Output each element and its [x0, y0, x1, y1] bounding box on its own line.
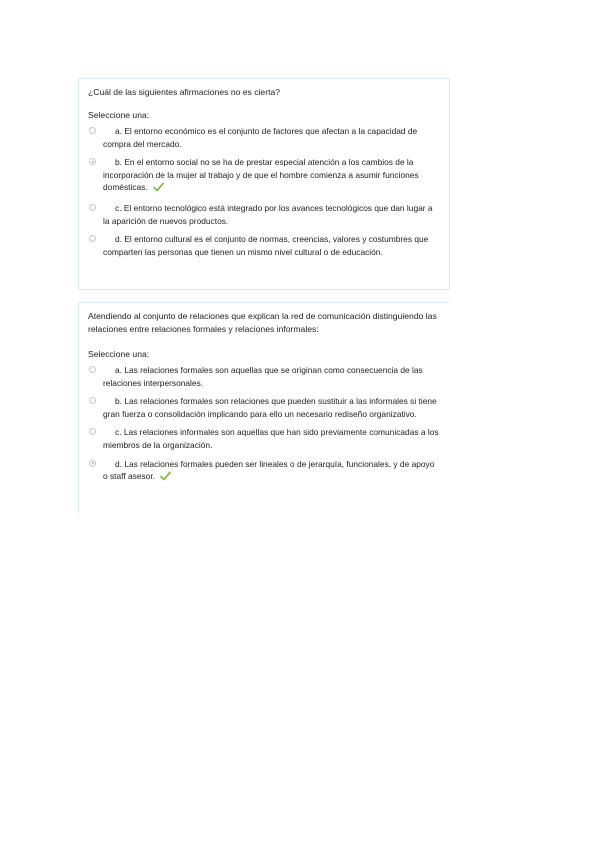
answer-letter: b. — [115, 157, 122, 168]
answer-list — [88, 364, 441, 485]
radio-button-icon[interactable] — [89, 235, 96, 242]
answer-option-a[interactable] — [88, 125, 440, 150]
answer-text: El entorno tecnológico está integrado por los avances tecnológicos que dan lugar a la aparición de nuevos productos. — [103, 202, 433, 226]
answer-letter: b. — [115, 396, 122, 407]
answer-letter: a. — [115, 126, 122, 136]
checkmark-icon — [153, 182, 164, 196]
answer-text: El entorno cultural es el conjunto de normas, creencias, valores y costumbres que comparten las personas que tienen un mismo nivel cultural o de educación. — [103, 234, 429, 257]
answer-letter: d. — [115, 458, 122, 469]
answer-text: Las relaciones formales son relaciones que pueden sustituir a las informales si tiene gran fuerza o consolidación implicando para ello un necesario rediseño organizativo. — [103, 396, 437, 419]
radio-button-icon[interactable] — [89, 366, 96, 373]
question-text: Atendiendo al conjunto de relaciones que explican la red de comunicación distinguiendo las relaciones entre relaciones formales y relaciones informales: — [88, 311, 437, 334]
answer-text: Las relaciones informales son aquellas que han sido previamente comunicadas a los miembros de la organización. — [103, 427, 439, 450]
radio-button-icon[interactable] — [89, 204, 96, 211]
answer-letter: c. — [115, 202, 122, 213]
answer-prompt: Seleccione una: — [88, 110, 150, 120]
answer-letter: a. — [115, 365, 122, 375]
answer-option-b[interactable] — [88, 395, 441, 420]
answer-option-c[interactable] — [88, 426, 441, 451]
question-text: ¿Cuál de las siguientes afirmaciones no es cierta? — [88, 87, 281, 97]
answer-text: En el entorno social no se ha de prestar especial atención a los cambios de la incorporación de la mujer al trabajo y de que el hombre comienza a asumir funciones domésticas. — [103, 157, 419, 193]
radio-button-icon[interactable] — [89, 127, 96, 134]
radio-button-icon[interactable] — [89, 158, 96, 165]
answer-option-d[interactable] — [88, 458, 441, 485]
checkmark-icon — [160, 471, 171, 485]
answer-prompt: Seleccione una: — [88, 349, 150, 359]
answer-option-a[interactable] — [88, 364, 441, 389]
radio-button-icon[interactable] — [89, 460, 96, 467]
question-card-2 — [78, 302, 450, 514]
radio-button-icon[interactable] — [89, 428, 96, 435]
answer-text: El entorno económico es el conjunto de factores que afectan a la capacidad de compra del mercado. — [103, 126, 418, 149]
answer-option-c[interactable] — [88, 202, 440, 227]
answer-text: Las relaciones formales pueden ser lineales o de jerarquía, funcionales, y de apoyo o staff asesor. — [103, 458, 435, 482]
question-card-1 — [78, 78, 450, 290]
radio-button-icon[interactable] — [89, 397, 96, 404]
answer-text: Las relaciones formales son aquellas que se originan como consecuencia de las relaciones interpersonales. — [103, 365, 423, 388]
answer-letter: c. — [115, 427, 122, 438]
answer-option-b[interactable] — [88, 156, 440, 196]
answer-option-d[interactable] — [88, 233, 440, 258]
answer-list — [88, 125, 440, 258]
answer-letter: d. — [115, 234, 122, 245]
